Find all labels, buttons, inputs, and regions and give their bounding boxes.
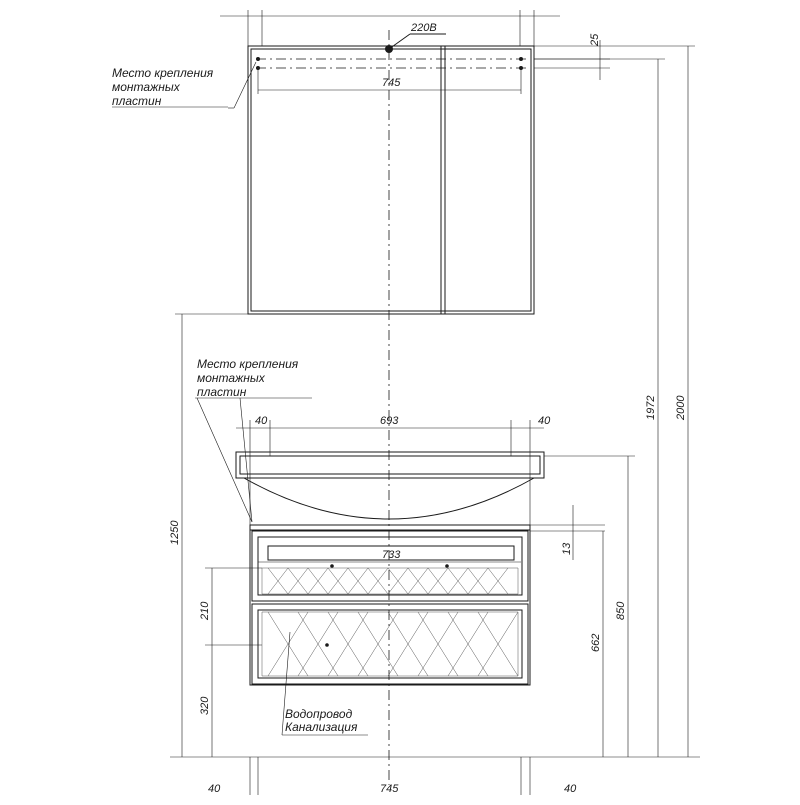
dim-pipe-height: 210 [199,601,211,620]
basin-dimensions [236,415,551,525]
dim-basin-left: 40 [255,415,268,427]
mount-callout-leader [197,398,252,522]
mount-screw-icon [445,564,449,568]
mount-callout-leader [234,62,256,108]
dim-drawer-width: 733 [382,549,401,561]
water-label: Водопровод [285,707,353,721]
dim-sewer-height: 320 [199,696,211,715]
dim-body-height: 850 [615,601,627,620]
dim-drawer-top-height: 662 [590,633,602,652]
dim-vanity-mount-height: 1250 [169,520,181,545]
dim-basin-right: 40 [538,415,551,427]
dim-total-height: 2000 [675,395,687,420]
drawer-bottom-front [258,610,522,678]
dim-bottom-right: 40 [564,783,577,795]
bottom-dimensions [208,757,577,795]
vanity-mount-label-1: Место крепления [197,357,299,371]
power-leader [389,34,410,49]
dim-bottom-left: 40 [208,783,221,795]
dim-cab-mount-height: 1972 [645,395,657,420]
vanity-top-panel [250,525,530,530]
basin-rim [240,456,540,474]
cab-mount-label-1: Место крепления [112,66,214,80]
dim-basin-middle: 693 [380,415,399,427]
vanity-mount-label-3: пластин [197,385,247,399]
mount-screw-icon [330,564,334,568]
pipe-point-icon [325,643,329,647]
right-dimensions [530,46,695,757]
dim-cab-top-offset: 25 [589,33,601,46]
cab-mount-label-3: пластин [112,94,162,108]
vanity-unit [236,452,544,685]
vanity-mount-callout [195,357,312,522]
dim-drawer-gap: 13 [561,542,573,555]
drawer-bottom [252,604,528,684]
vanity-mount-label-2: монтажных [197,371,265,385]
cab-mount-label-2: монтажных [112,80,180,94]
drawer-hatch-pattern [262,568,518,676]
dim-cab-mount-width: 745 [382,77,401,89]
drawer-top [252,531,528,601]
dim-bottom-middle: 745 [380,783,399,795]
mirror-cabinet [112,10,610,314]
power-label: 220В [411,22,437,34]
sewer-label: Канализация [285,720,358,734]
